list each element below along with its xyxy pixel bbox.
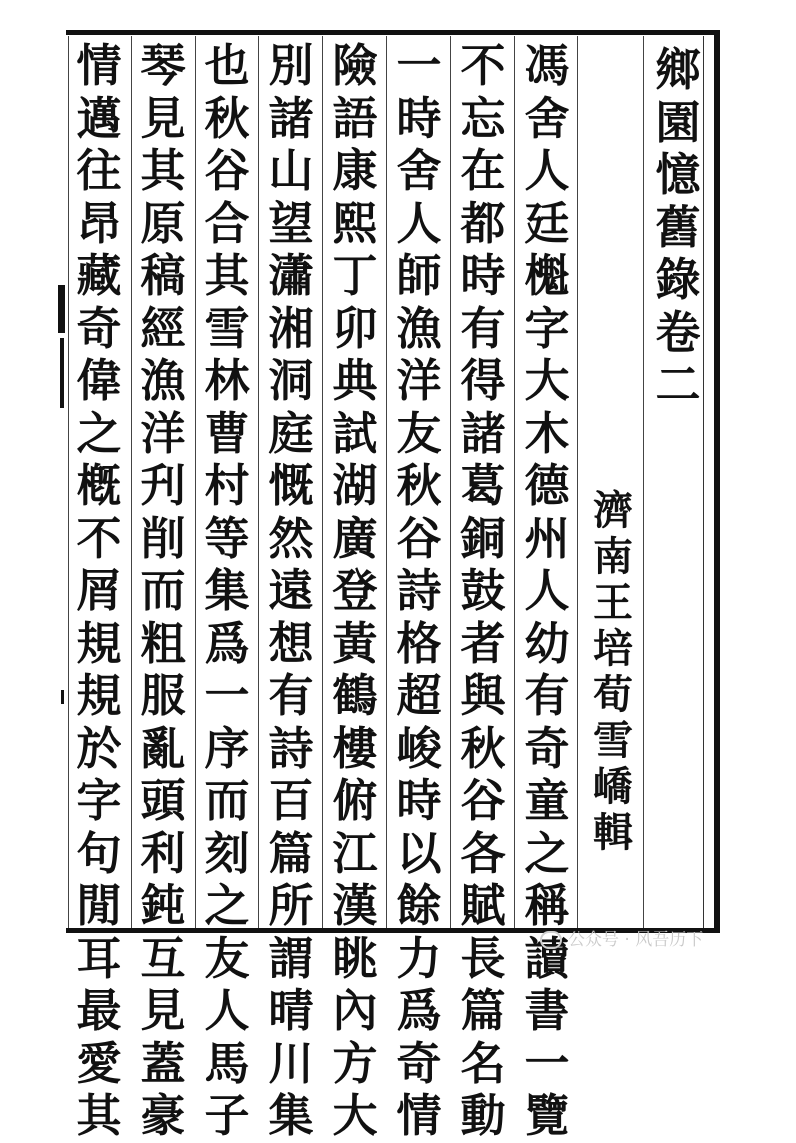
text-column: 別諸山望瀟湘洞庭慨然遠想有詩百篇所謂晴川集 — [268, 39, 314, 1142]
spine-mark — [58, 285, 65, 333]
text-column: 也秋谷合其雪林曹村等集爲一序而刻之友人馬子 — [204, 39, 250, 1142]
text-column: 琴見其原稿經漁洋刋削而粗服亂頭利鈍互見蓋豪 — [140, 39, 186, 1142]
watermark — [540, 925, 703, 950]
column-rule — [258, 36, 259, 928]
column-rule — [195, 36, 196, 928]
text-column: 一時舍人師漁洋友秋谷詩格超峻時以餘力爲奇情 — [396, 39, 442, 1142]
column-rule — [322, 36, 323, 928]
frame-top-border — [66, 30, 720, 35]
wechat-icon — [540, 931, 562, 949]
frame-right-border — [714, 30, 720, 933]
column-rule — [386, 36, 387, 928]
author-line: 濟南王培荀雪嶠輯 — [593, 487, 633, 856]
watermark-text: 公众号 · 风吾历下 — [568, 930, 704, 950]
text-column: 情邁往昂藏奇偉之槪不屑規規於字句閒耳最愛其 — [76, 39, 122, 1142]
spine-mark — [61, 690, 64, 704]
volume-title: 鄉園憶舊錄卷二 — [655, 43, 701, 411]
text-column: 不忘在都時有得諸葛銅鼓者與秋谷各賦長篇名動 — [460, 39, 506, 1142]
column-rule — [577, 36, 578, 928]
column-rule — [450, 36, 451, 928]
column-rule — [514, 36, 515, 928]
text-column: 馮舍人廷櫆字大木德州人幼有奇童之稱讀書一覽 — [524, 39, 570, 1142]
text-column: 險語康熙丁卯典試湖廣登黃鶴樓俯江漢眺內方大 — [332, 39, 378, 1142]
column-rule — [643, 36, 644, 928]
spine-mark — [60, 338, 64, 408]
column-rule — [131, 36, 132, 928]
